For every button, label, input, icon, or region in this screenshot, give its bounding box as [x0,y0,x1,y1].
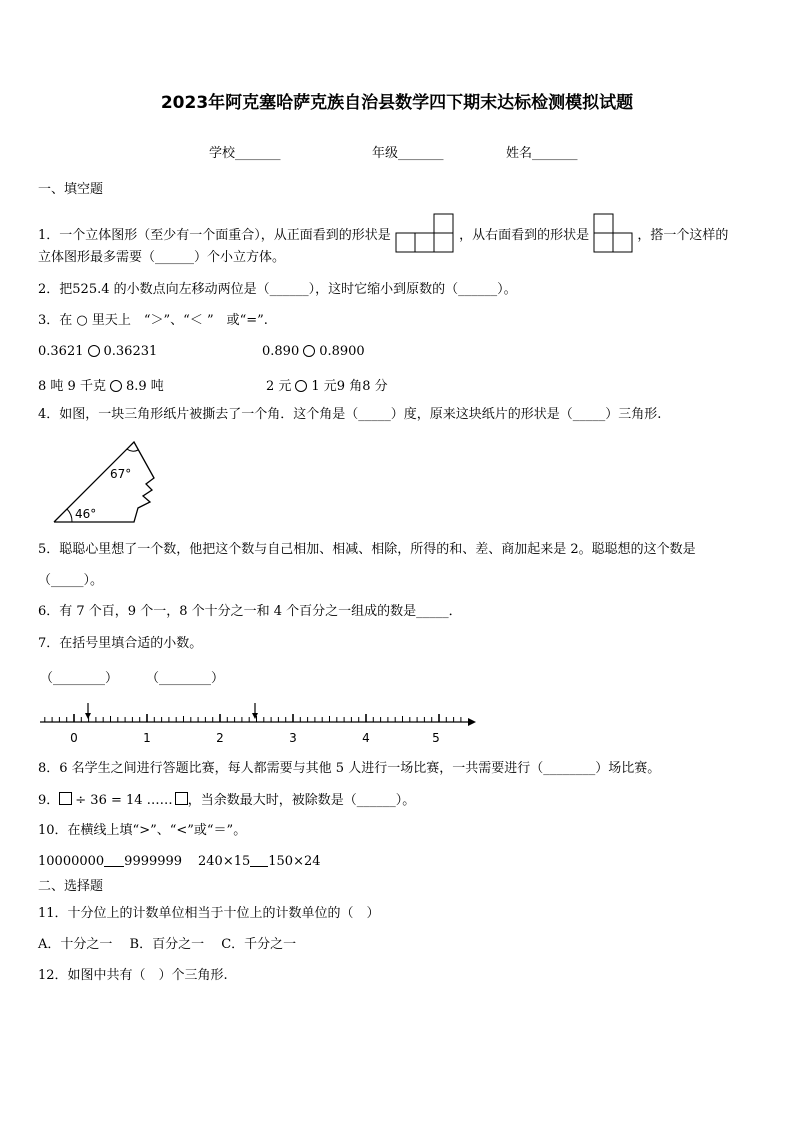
tick-label-5: 5 [432,731,440,745]
question-12: 12．如图中共有（ ）个三角形. [38,968,228,983]
question-9 [38,792,415,809]
compare-a-right: 0.36231 [103,344,158,359]
question-11-options: A．十分之一 B．百分之一 C．千分之一 [38,937,297,952]
question-10-item-a [38,854,182,869]
number-line-ticks [45,714,461,722]
compare-a-left: 0.3621 [38,344,84,359]
arrow-marker-1 [85,703,91,719]
tick-label-0: 0 [70,731,78,745]
school-field: 学校_______ [209,146,281,161]
question-1-part-b: ，从右面看到的形状是 [459,228,590,243]
question-3-item-a [38,344,157,359]
question-3-item-d [266,375,388,394]
right-view-figure [593,213,633,253]
answer-underline[interactable] [250,854,268,867]
compare-circle[interactable] [88,345,100,357]
answer-blank-1[interactable]: （________） [40,671,119,686]
answer-underline[interactable] [104,854,124,867]
number-line-arrowhead [468,718,476,726]
question-3-item-c [38,375,164,394]
name-field: 姓名_______ [506,146,578,161]
grade-field: 年级_______ [372,146,444,161]
page-title: 2023年阿克塞哈萨克族自治县数学四下期末达标检测模拟试题 [160,93,634,113]
number-line [36,700,480,746]
compare-circle[interactable] [303,345,315,357]
question-10-item-b [198,854,321,869]
empty-square-box [175,792,188,805]
question-1 [38,213,728,253]
angle-label-bottom: 46° [75,507,97,521]
compare-c-left: 8 吨 9 千克 [38,379,106,394]
question-9-expression: ÷ 36 = 14 …… [75,793,173,808]
question-4: 4．如图，一块三角形纸片被撕去了一个角．这个角是（_____）度，原来这块纸片的形状是（_____）三角形. [38,407,662,422]
compare-b-left: 0.890 [262,344,300,359]
angle-label-top: 67° [110,467,132,481]
question-9-number: 9． [38,793,60,808]
question-1-line-2: 立体图形最多需要（______）个小立方体。 [38,250,286,265]
question-9-rest: ，当余数最大时，被除数是（______）。 [187,793,416,808]
question-7: 7．在括号里填合适的小数。 [38,636,203,651]
compare-circle[interactable] [110,380,122,392]
question-11: 11．十分位上的计数单位相当于十位上的计数单位的（ ） [38,906,380,921]
question-5-line-1: 5．聪聪心里想了一个数，他把这个数与自己相加、相减、相除，所得的和、差、商加起来是 2。聪聪想的这个数是 [38,542,696,557]
empty-square-box [59,792,72,805]
tick-label-1: 1 [143,731,151,745]
section-choice-heading: 二、选择题 [38,879,104,894]
answer-blank-2[interactable]: （________） [146,671,225,686]
torn-triangle-figure [50,438,160,526]
compare-10a-left: 10000000 [38,854,105,869]
compare-b-right: 0.8900 [319,344,365,359]
tick-label-2: 2 [216,731,224,745]
section-fill-heading: 一、填空题 [38,182,104,197]
tick-label-4: 4 [362,731,370,745]
tick-label-3: 3 [289,731,297,745]
compare-10b-left: 240×15 [198,854,251,869]
question-2: 2．把525.4 的小数点向左移动两位是（______），这时它缩小到原数的（______）。 [38,282,517,297]
question-3-stem: 3．在 ○ 里天上 “＞”、“＜ ” 或“=”. [38,313,268,328]
compare-circle[interactable] [295,380,307,392]
question-8: 8．6 名学生之间进行答题比赛，每人都需要与其他 5 人进行一场比赛，一共需要进行（________）场比赛。 [38,761,661,776]
compare-c-right: 8.9 吨 [125,379,164,394]
compare-10a-right: 9999999 [124,854,183,869]
question-10: 10．在横线上填“>”、“<”或“＝”。 [38,823,247,838]
compare-d-left: 2 元 [266,379,292,394]
question-6: 6．有 7 个百，9 个一，8 个十分之一和 4 个百分之一组成的数是_____． [38,604,462,619]
question-5-line-2: （_____）。 [38,573,104,588]
question-3-item-b [262,344,365,359]
question-1-part-c: ，搭一个这样的 [637,228,729,243]
front-view-figure [395,213,455,253]
compare-10b-right: 150×24 [268,854,321,869]
arrow-marker-2 [252,703,258,719]
question-1-part-a: 1．一个立体图形（至少有一个面重合），从正面看到的形状是 [38,228,391,243]
compare-d-right: 1 元9 角8 分 [311,379,388,394]
